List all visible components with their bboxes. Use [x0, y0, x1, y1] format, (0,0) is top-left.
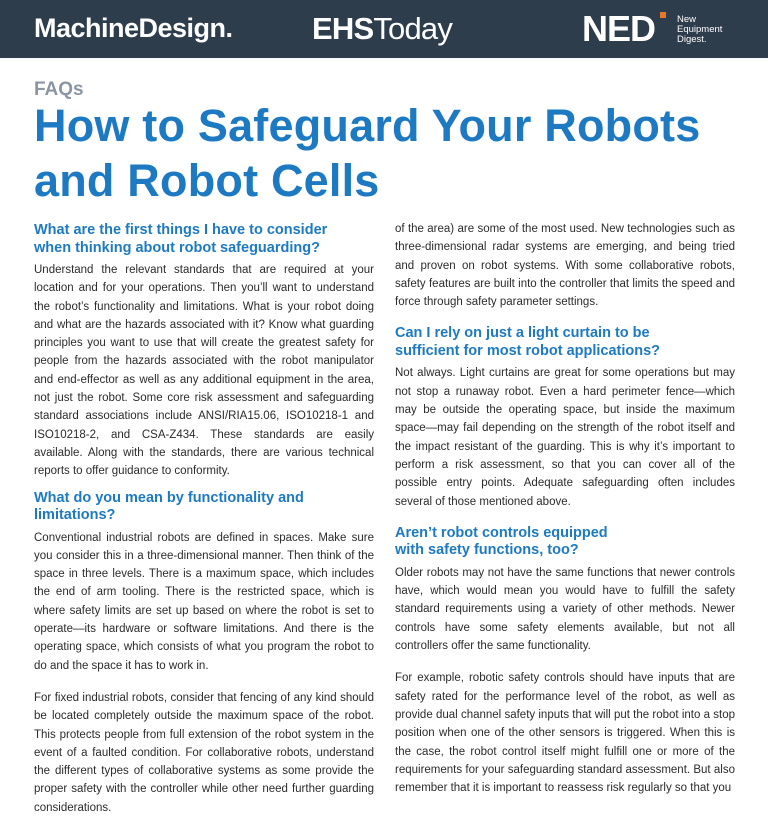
faq-question: What are the first things I have to consider when thinking about robot safeguarding?: [34, 222, 328, 256]
faq-answer-paragraph: Older robots may not have the same functions that newer controls have, which would mean you would have to fulfill the safety standard requirements using a variety of other methods. Newer controls have some safety elements available, but not all controllers offer the same functionality.: [395, 566, 735, 653]
article-title: How to Safeguard Your Robots and Robot Cells: [34, 100, 701, 206]
faq-question: What do you mean by functionality and limitations?: [34, 489, 304, 524]
faq-answer-paragraph: of the area) are some of the most used. New technologies such as three-dimensional radar systems are emerging, and being tried and proven on robot systems. With some collaborative robots, safety features are built into the controller that limits the speed and force through safety parameter settings.: [395, 223, 735, 309]
ned-accent-mark: [660, 12, 666, 18]
publisher-header-bar: [0, 0, 768, 58]
faq-question: Aren’t robot controls equipped with safety functions, too?: [395, 524, 608, 559]
faq-question: Can I rely on just a light curtain to be sufficient for most robot applications?: [395, 325, 661, 359]
faq-answer-paragraph: Not always. Light curtains are great for some operations but may not stop a runaway robot. Even a hard perimeter fence—which may be outside the operating space, but inside the maximum space—may fail depending on the strength of the robot itself and the impact resistant of the guarding. This is why it’s important to perform a risk assessment, so that you can cover all of the possible entry points. Adequate safeguarding often includes several of those mentioned above.: [395, 367, 735, 508]
faq-answer-paragraph: Conventional industrial robots are defined in spaces. Make sure you consider this in a three-dimensional manner. Then think of the space in three levels. There is a maximum space, which includes the end of arm tooling. There is the restricted space, which is where safety limits are set up based on where the robot is set to operate—its hardware or software limitations. And there is the operating space, which consists of what you program the robot to do and the space it has to work in.: [34, 531, 374, 672]
ehs-today-logo: EHSToday: [312, 11, 453, 46]
machine-design-logo: MachineDesign.: [34, 13, 233, 43]
ned-logo: NED: [582, 8, 656, 49]
faq-answer-paragraph: For example, robotic safety controls should have inputs that are safety rated for the performance level of the robot, as well as provide dual channel safety inputs that will put the robot into a stop position when one of the other sensors is triggered. When this is the case, the robot control itself might fulfill one or more of the requirements for your safeguarding standard assessment. But also remember that it is important to reassess risk regularly so that you: [395, 672, 735, 795]
faq-answer-paragraph: For fixed industrial robots, consider that fencing of any kind should be located completely outside the maximum space of the robot. This protects people from full extension of the robot system in the event of a faulted condition. For collaborative robots, understand the different types of collaborative systems as some provide the proper safety with the controller while other need further guarding considerations.: [34, 691, 374, 814]
faq-answer-paragraph: Understand the relevant standards that are required at your location and for your operations. Then you’ll want to understand the robot’s functionality and limitations. What is your robot doing and what are the hazards associated with it? Know what guarding principles you want to use that will create the greatest safety for people from the hazards associated with the robot manipulator and end-effector as well as any additional equipment in the area, not just the robot. Some core risk assessment and safeguarding standard associations include ANSI/RIA15.06, ISO10218-1 and ISO10218-2, and CSA-Z434. These standards are easily available. Along with the standards, there are various technical reports to offer guidance to conformity.: [34, 264, 374, 478]
left-column: [34, 222, 374, 817]
right-column: [395, 220, 735, 797]
section-kicker: FAQs: [34, 79, 84, 100]
ned-tagline: New Equipment Digest.: [677, 14, 723, 45]
